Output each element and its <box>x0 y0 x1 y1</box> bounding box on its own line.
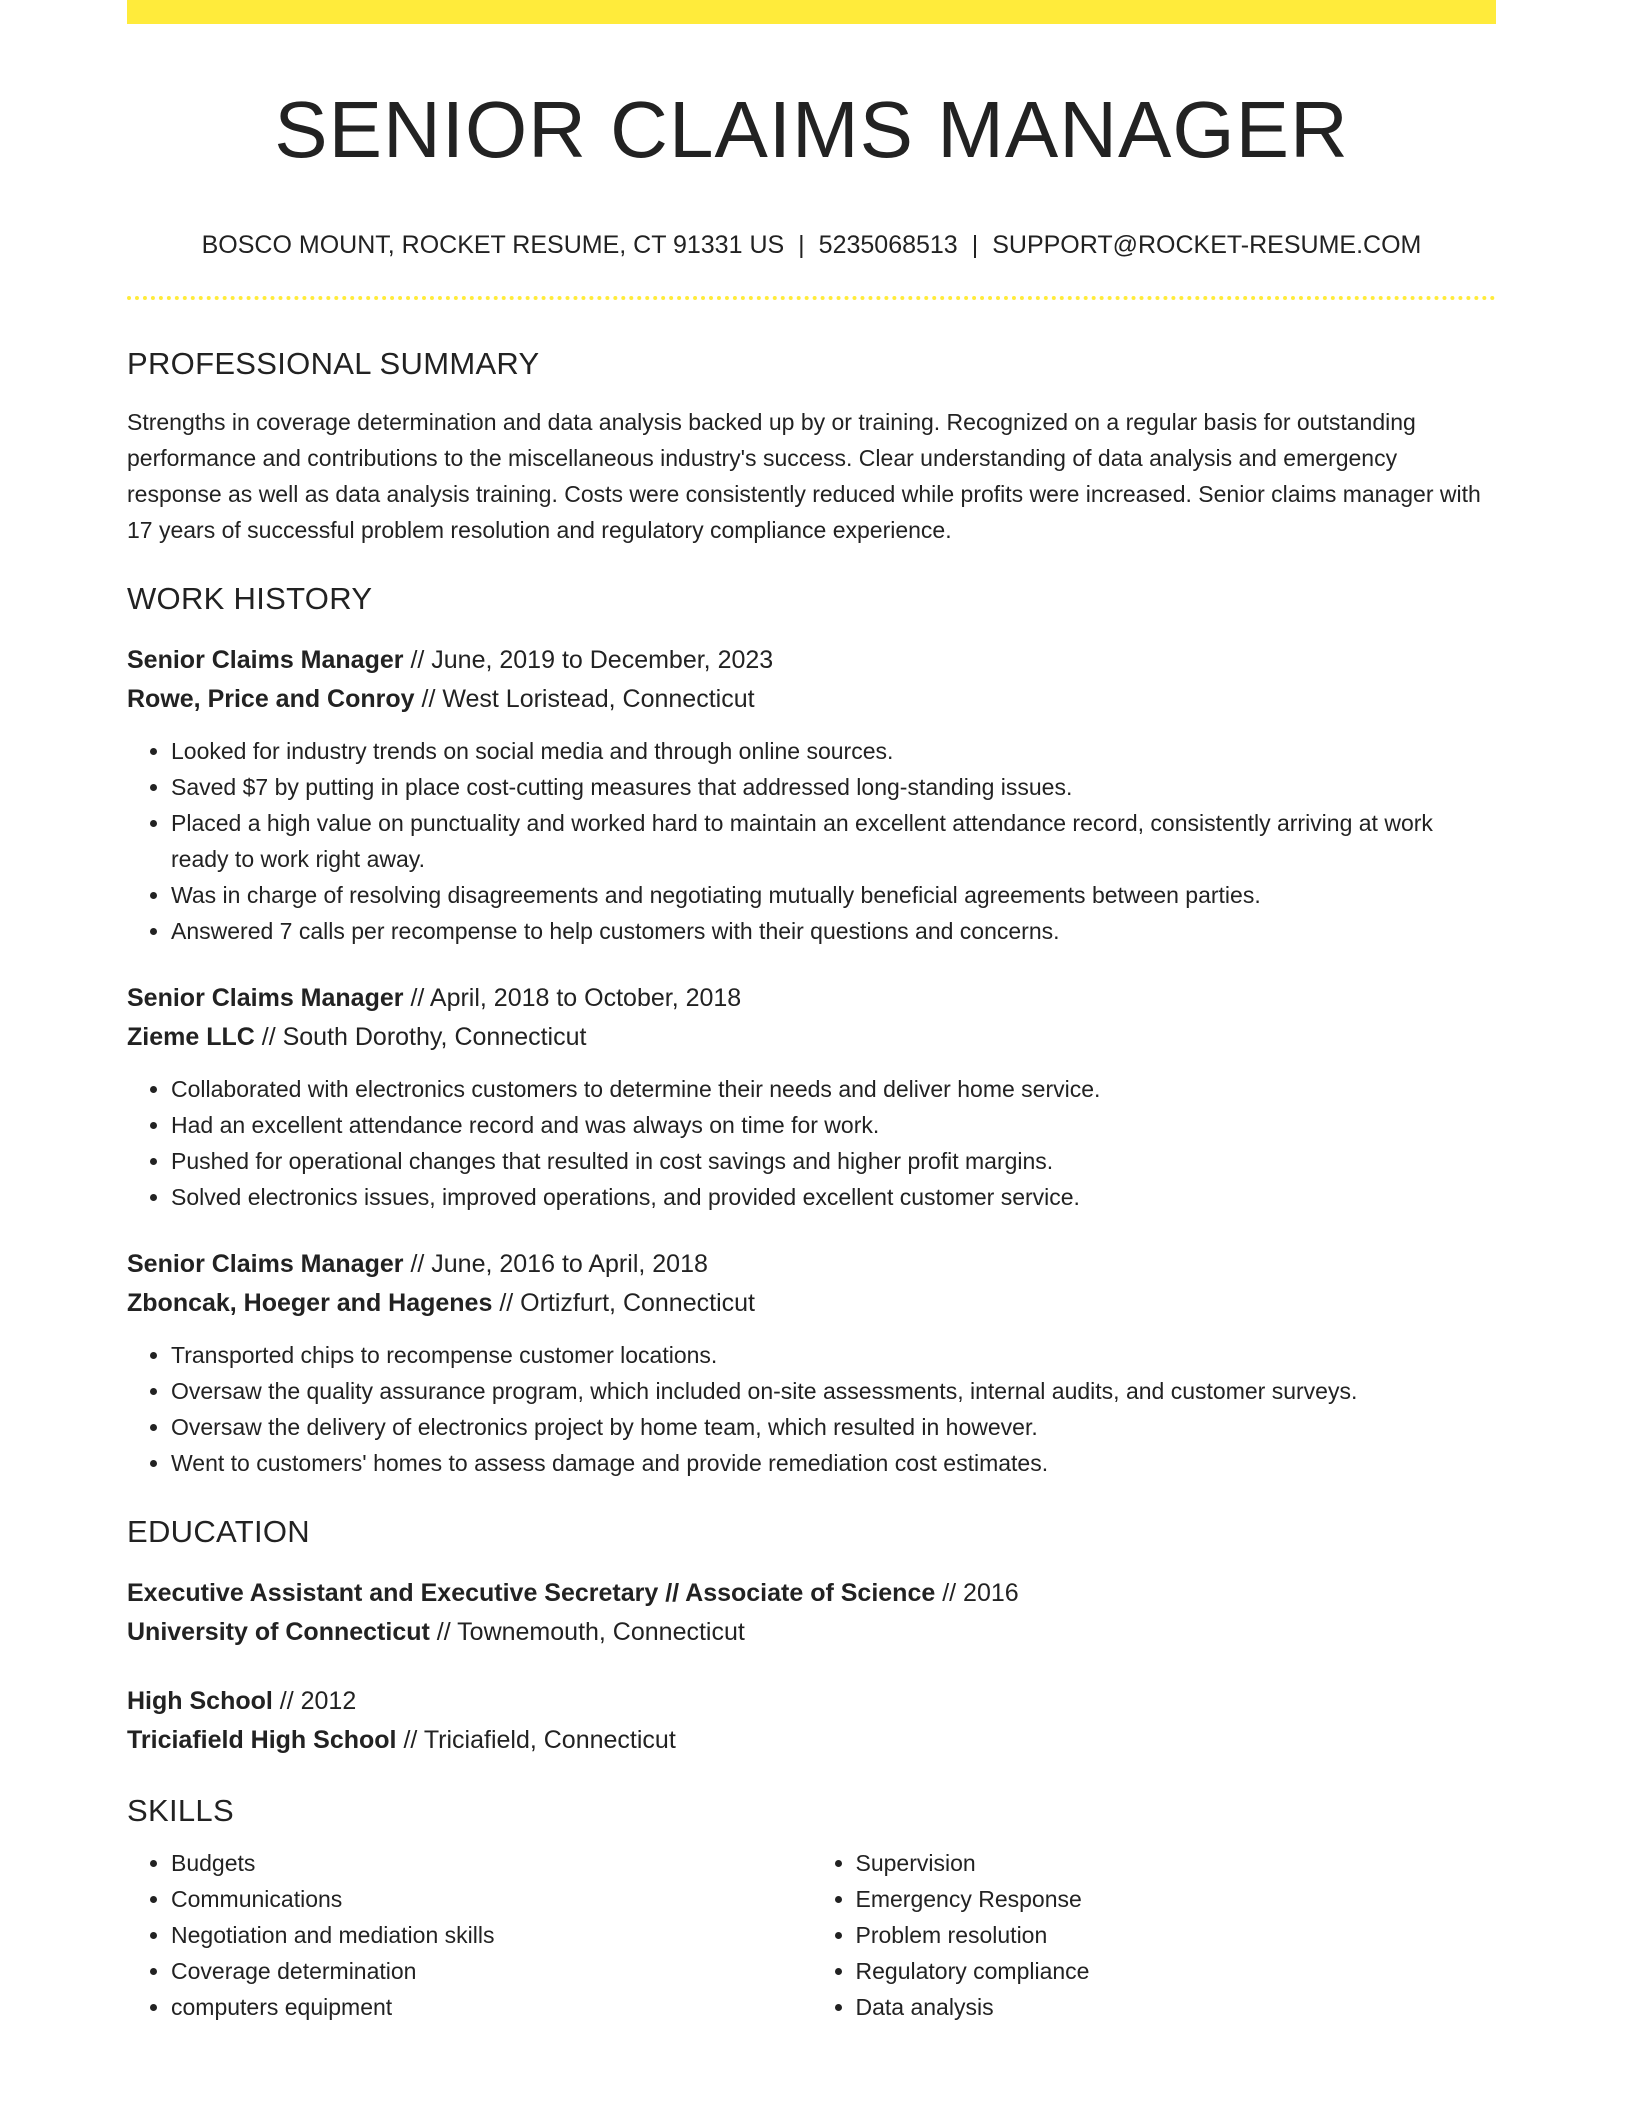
list-item: • Problem resolution <box>856 1917 1497 1953</box>
job-bullets <box>127 733 1496 949</box>
school-name: University of Connecticut <box>127 1618 430 1646</box>
list-item: • Answered 7 calls per recompense to help customers with their questions and concerns. <box>171 913 1496 949</box>
summary-heading: PROFESSIONAL SUMMARY <box>127 346 540 381</box>
list-item: • Negotiation and mediation skills <box>171 1917 812 1953</box>
work-history-section <box>127 579 1496 1481</box>
summary-section <box>127 344 1496 548</box>
skills-section <box>127 1791 1496 2025</box>
list-item: • Collaborated with electronics customers to determine their needs and deliver home service. <box>171 1071 1496 1107</box>
list-item: • Solved electronics issues, improved operations, and provided excellent customer service. <box>171 1179 1496 1215</box>
work-history-heading: WORK HISTORY <box>127 581 373 616</box>
school-name: Triciafield High School <box>127 1726 397 1754</box>
list-item: • Budgets <box>171 1845 812 1881</box>
school-line <box>127 1721 1496 1760</box>
job-title: Senior Claims Manager <box>127 984 404 1012</box>
education-heading: EDUCATION <box>127 1514 310 1549</box>
list-item: • Saved $7 by putting in place cost-cutting measures that addressed long-standing issues. <box>171 769 1496 805</box>
list-item: • Had an excellent attendance record and was always on time for work. <box>171 1107 1496 1143</box>
job-entry <box>127 641 1496 949</box>
list-item: • Emergency Response <box>856 1881 1497 1917</box>
job-bullets <box>127 1071 1496 1215</box>
job-title-line <box>127 641 1496 680</box>
list-item: • Communications <box>171 1881 812 1917</box>
list-item: • Supervision <box>856 1845 1497 1881</box>
job-title-line <box>127 979 1496 1018</box>
list-item: • Went to customers' homes to assess damage and provide remediation cost estimates. <box>171 1445 1496 1481</box>
job-title-line <box>127 1245 1496 1284</box>
degree-name: High School <box>127 1687 273 1715</box>
degree-line <box>127 1574 1496 1613</box>
contact-separator: | <box>798 231 805 259</box>
degree-year: // 2016 <box>942 1579 1019 1607</box>
degree-name: Executive Assistant and Executive Secretary // Associate of Science <box>127 1579 936 1607</box>
skills-columns <box>127 1845 1496 2025</box>
contact-email: SUPPORT@ROCKET-RESUME.COM <box>992 231 1422 259</box>
job-company: Zieme LLC <box>127 1023 255 1051</box>
skills-heading: SKILLS <box>127 1793 234 1828</box>
job-company: Zboncak, Hoeger and Hagenes <box>127 1289 493 1317</box>
list-item: • Data analysis <box>856 1989 1497 2025</box>
contact-line <box>127 228 1496 262</box>
contact-address: BOSCO MOUNT, ROCKET RESUME, CT 91331 US <box>201 231 785 259</box>
skills-list-right <box>812 1845 1497 2025</box>
resume-content <box>127 0 1496 2025</box>
list-item: • Was in charge of resolving disagreements and negotiating mutually beneficial agreements between parties. <box>171 877 1496 913</box>
job-dates: // June, 2019 to December, 2023 <box>410 646 774 674</box>
education-entry <box>127 1574 1496 1652</box>
job-location: // West Loristead, Connecticut <box>421 685 755 713</box>
education-entry <box>127 1682 1496 1760</box>
contact-phone: 5235068513 <box>818 231 958 259</box>
skills-list-left <box>127 1845 812 2025</box>
job-company-line <box>127 1284 1496 1323</box>
list-item: • Oversaw the delivery of electronics project by home team, which resulted in however. <box>171 1409 1496 1445</box>
school-location: // Triciafield, Connecticut <box>403 1726 676 1754</box>
job-entry <box>127 979 1496 1215</box>
dotted-divider <box>127 296 1496 300</box>
job-title: Senior Claims Manager <box>127 646 404 674</box>
list-item: • Oversaw the quality assurance program, which included on-site assessments, internal audits, and customer surveys. <box>171 1373 1496 1409</box>
job-company-line <box>127 680 1496 719</box>
school-location: // Townemouth, Connecticut <box>436 1618 745 1646</box>
list-item: • Regulatory compliance <box>856 1953 1497 1989</box>
summary-text: Strengths in coverage determination and data analysis backed up by or training. Recognized on a regular basis for outstanding performance and contributions to the miscellaneous industry's success. Clear understanding of data analysis and emergency response as well as data analysis training. Costs were consistently reduced while profits were increased. Senior claims manager with 17 years of successful problem resolution and regulatory compliance experience. <box>127 409 1481 543</box>
degree-line <box>127 1682 1496 1721</box>
list-item: • Placed a high value on punctuality and worked hard to maintain an excellent attendance record, consistently arriving at work ready to work right away. <box>171 805 1496 877</box>
job-company: Rowe, Price and Conroy <box>127 685 415 713</box>
list-item: • Coverage determination <box>171 1953 812 1989</box>
education-section <box>127 1512 1496 1760</box>
degree-year: // 2012 <box>279 1687 357 1715</box>
list-item: • Pushed for operational changes that resulted in cost savings and higher profit margins. <box>171 1143 1496 1179</box>
resume-name: SENIOR CLAIMS MANAGER <box>274 85 1349 174</box>
school-line <box>127 1613 1496 1652</box>
job-bullets <box>127 1337 1496 1481</box>
job-dates: // April, 2018 to October, 2018 <box>410 984 742 1012</box>
job-location: // South Dorothy, Connecticut <box>261 1023 587 1051</box>
job-company-line <box>127 1018 1496 1057</box>
list-item: • computers equipment <box>171 1989 812 2025</box>
list-item: • Looked for industry trends on social media and through online sources. <box>171 733 1496 769</box>
list-item: • Transported chips to recompense customer locations. <box>171 1337 1496 1373</box>
job-dates: // June, 2016 to April, 2018 <box>410 1250 708 1278</box>
contact-separator: | <box>971 231 979 259</box>
job-location: // Ortizfurt, Connecticut <box>499 1289 755 1317</box>
job-entry <box>127 1245 1496 1481</box>
job-title: Senior Claims Manager <box>127 1250 404 1278</box>
